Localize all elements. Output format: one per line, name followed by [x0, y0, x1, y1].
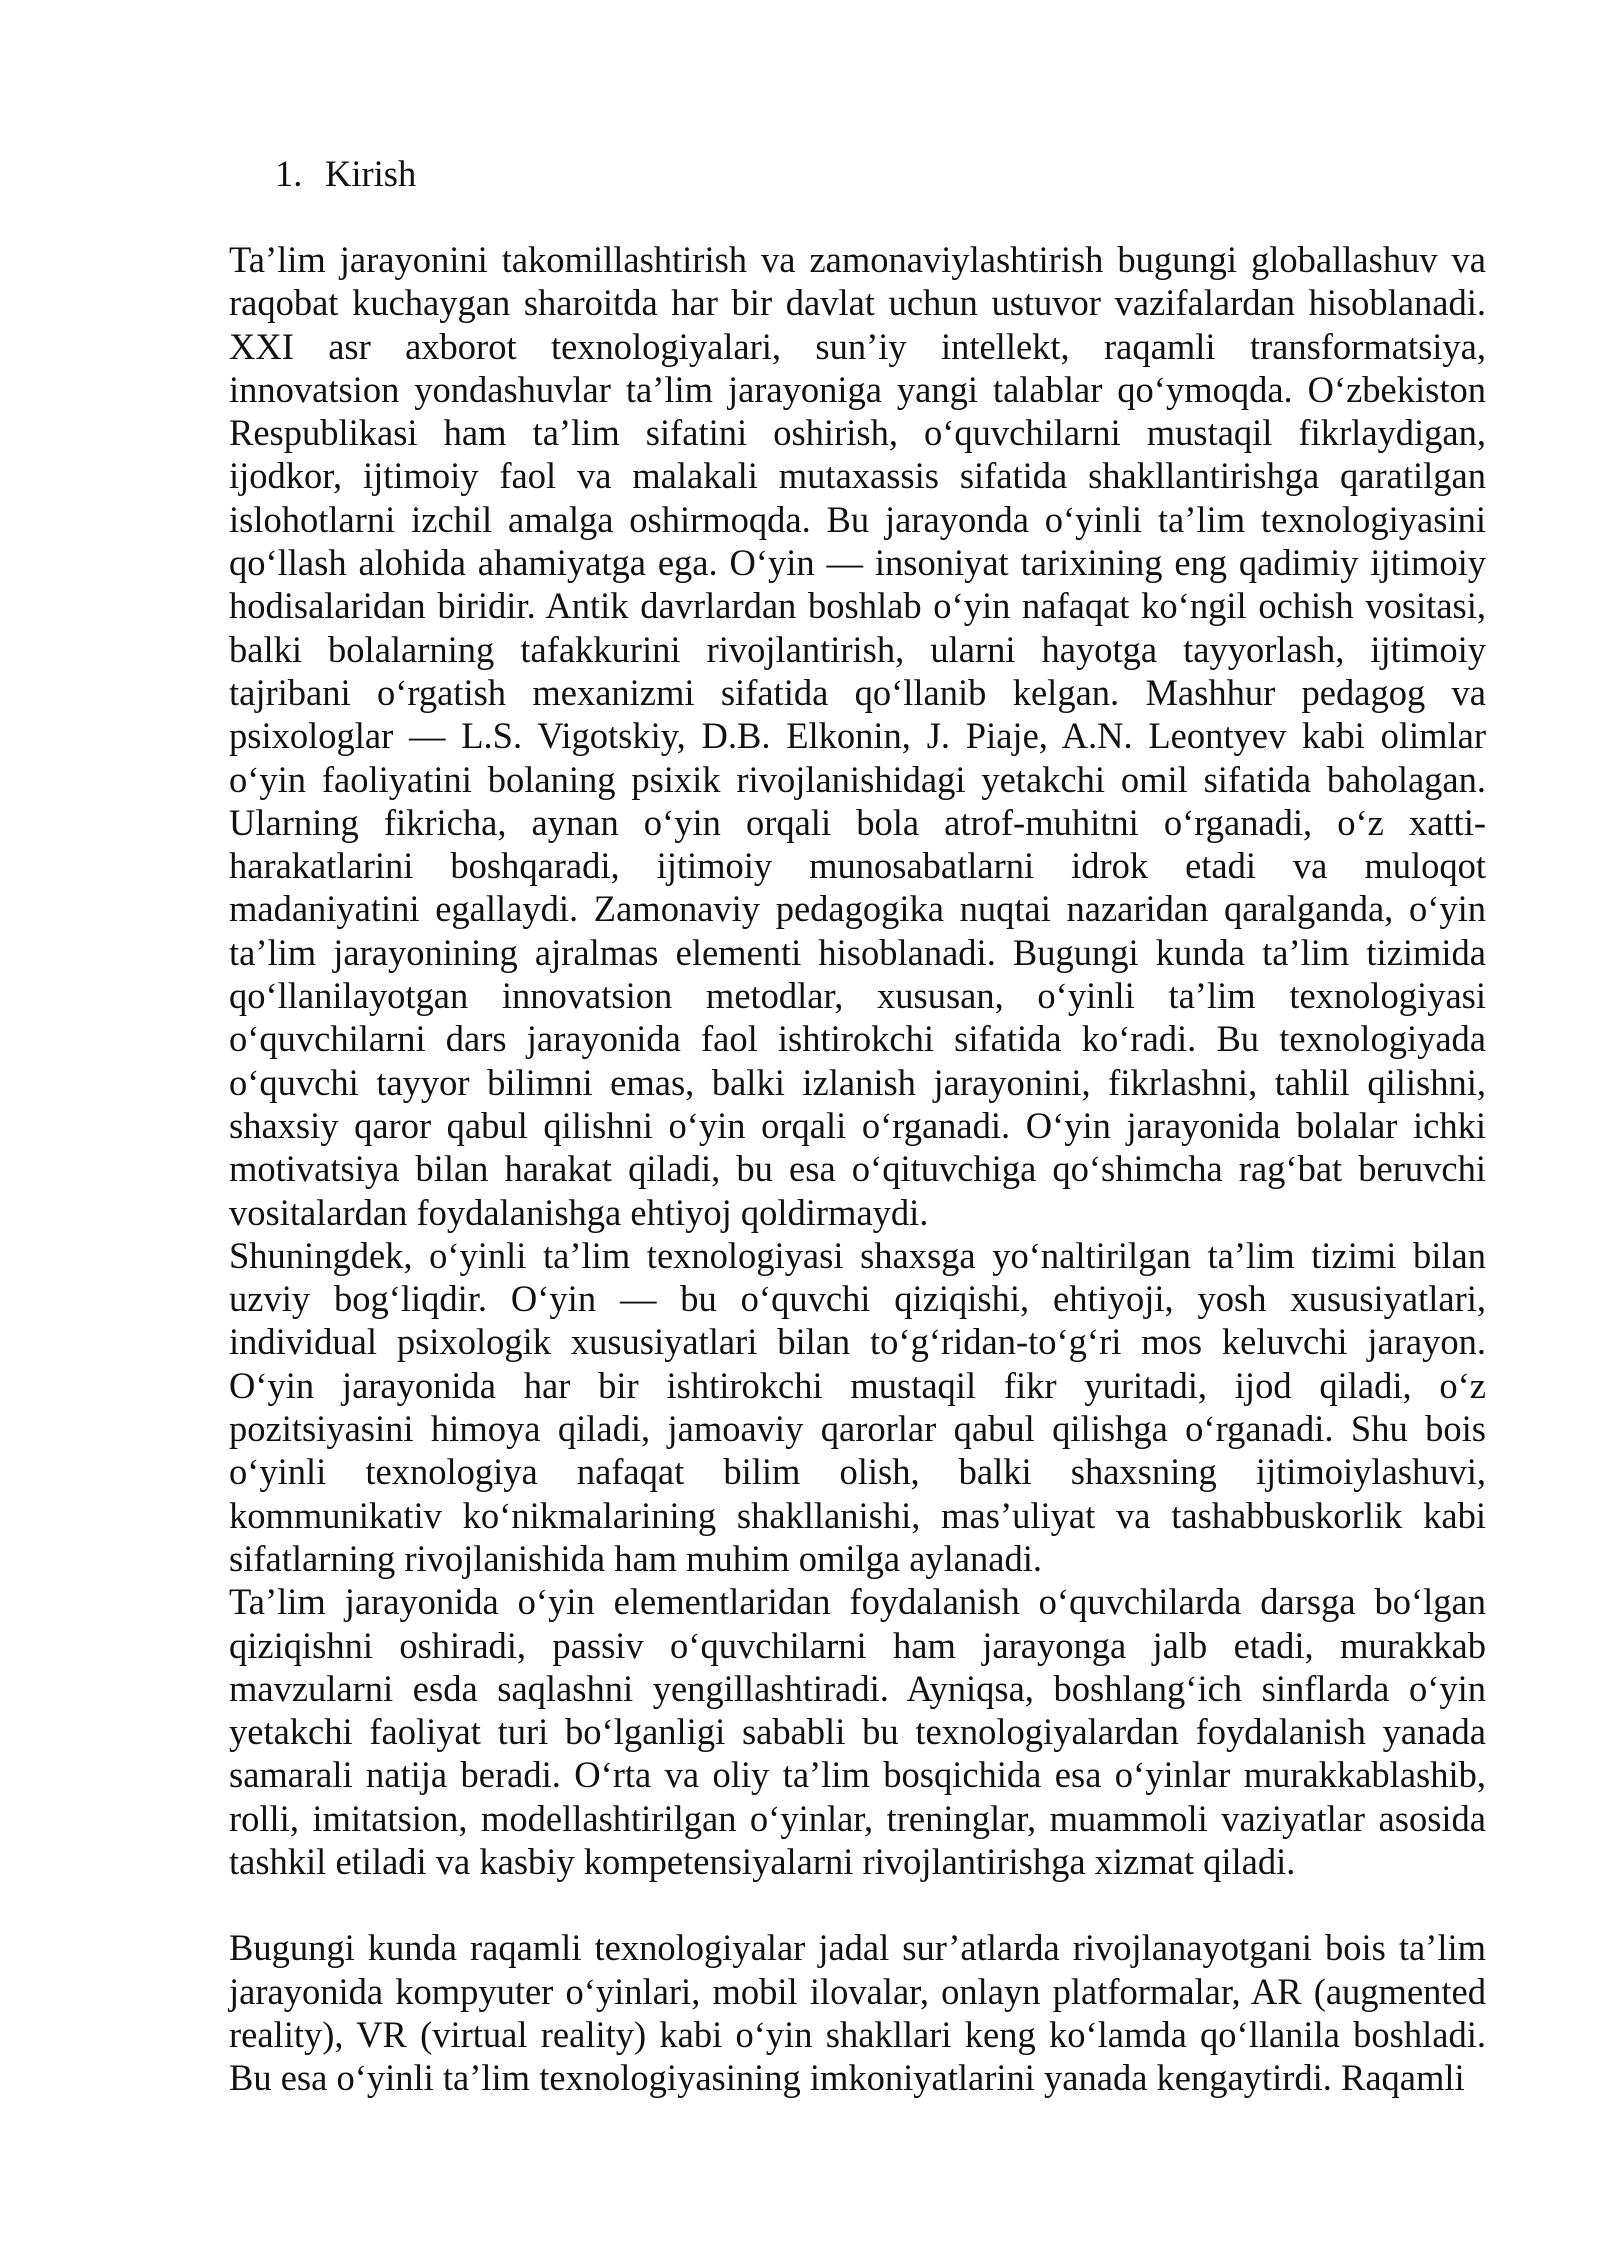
paragraph-3: Ta’lim jarayonida o‘yin elementlaridan foydalanish o‘quvchilarda darsga bo‘lgan qiziqishni oshiradi, passiv o‘quvchilarni ham jarayonga jalb etadi, murakkab mavzularni esda saqlashni yengillashtiradi. Ayniqsa, boshlang‘ich sinflarda o‘yin yetakchi faoliyat turi bo‘lganligi sababli bu texnologiyalardan foydalanish yanada samarali natija beradi. O‘rta va oliy ta’lim bosqichida esa o‘yinlar murakkablashib, rolli, imitatsion, modellashtirilgan o‘yinlar, treninglar, muammoli vaziyatlar asosida tashkil etiladi va kasbiy kompetensiyalarni rivojlantirishga xizmat qiladi. [229, 1581, 1486, 1882]
paragraph-2: Shuningdek, o‘yinli ta’lim texnologiyasi shaxsga yo‘naltirilgan ta’lim tizimi bilan uzviy bog‘liqdir. O‘yin — bu o‘quvchi qiziqishi, ehtiyoji, yosh xususiyatlari, individual psixologik xususiyatlari bilan to‘g‘ridan-to‘g‘ri mos keluvchi jarayon. O‘yin jarayonida har bir ishtirokchi mustaqil fikr yuritadi, ijod qiladi, o‘z pozitsiyasini himoya qiladi, jamoaviy qarorlar qabul qilishga o‘rganadi. Shu bois o‘yinli texnologiya nafaqat bilim olish, balki shaxsning ijtimoiylashuvi, kommunikativ ko‘nikmalarining shakllanishi, mas’uliyat va tashabbuskorlik kabi sifatlarning rivojlanishida ham muhim omilga aylanadi. [229, 1234, 1486, 1579]
body-text [229, 238, 1486, 2099]
section-number: 1. [275, 153, 303, 194]
section-heading [275, 148, 416, 200]
paragraph-4: Bugungi kunda raqamli texnologiyalar jadal sur’atlarda rivojlanayotgani bois ta’lim jarayonida kompyuter o‘yinlari, mobil ilovalar, onlayn platformalar, AR (augmented reality), VR (virtual reality) kabi o‘yin shakllari keng ko‘lamda qo‘llanila boshladi. Bu esa o‘yinli ta’lim texnologiyasining imkoniyatlarini yanada kengaytirdi. Raqamli [229, 1927, 1486, 2099]
section-title: Kirish [325, 153, 417, 194]
paragraph-1: Ta’lim jarayonini takomillashtirish va zamonaviylashtirish bugungi globallashuv va raqobat kuchaygan sharoitda har bir davlat uchun ustuvor vazifalardan hisoblanadi. XXI asr axborot texnologiyalari, sun’iy intellekt, raqamli transformatsiya, innovatsion yondashuvlar ta’lim jarayoniga yangi talablar qo‘ymoqda. O‘zbekiston Respublikasi ham ta’lim sifatini oshirish, o‘quvchilarni mustaqil fikrlaydigan, ijodkor, ijtimoiy faol va malakali mutaxassis sifatida shakllantirishga qaratilgan islohotlarni izchil amalga oshirmoqda. Bu jarayonda o‘yinli ta’lim texnologiyasini qo‘llash alohida ahamiyatga ega. O‘yin — insoniyat tarixining eng qadimiy ijtimoiy hodisalaridan biridir. Antik davrlardan boshlab o‘yin nafaqat ko‘ngil ochish vositasi, balki bolalarning tafakkurini rivojlantirish, ularni hayotga tayyorlash, ijtimoiy tajribani o‘rgatish mexanizmi sifatida qo‘llanib kelgan. Mashhur pedagog va psixologlar — L.S. Vigotskiy, D.B. Elkonin, J. Piaje, A.N. Leontyev kabi olimlar o‘yin faoliyatini bolaning psixik rivojlanishidagi yetakchi omil sifatida baholagan. Ularning fikricha, aynan o‘yin orqali bola atrof-muhitni o‘rganadi, o‘z xatti-harakatlarini boshqaradi, ijtimoiy munosabatlarni idrok etadi va muloqot madaniyatini egallaydi. Zamonaviy pedagogika nuqtai nazaridan qaralganda, o‘yin ta’lim jarayonining ajralmas elementi hisoblanadi. Bugungi kunda ta’lim tizimida qo‘llanilayotgan innovatsion metodlar, xususan, o‘yinli ta’lim texnologiyasi o‘quvchilarni dars jarayonida faol ishtirokchi sifatida ko‘radi. Bu texnologiyada o‘quvchi tayyor bilimni emas, balki izlanish jarayonini, fikrlashni, tahlil qilishni, shaxsiy qaror qabul qilishni o‘yin orqali o‘rganadi. O‘yin jarayonida bolalar ichki motivatsiya bilan harakat qiladi, bu esa o‘qituvchiga qo‘shimcha rag‘bat beruvchi vositalardan foydalanishga ehtiyoj qoldirmaydi. [229, 239, 1486, 1233]
